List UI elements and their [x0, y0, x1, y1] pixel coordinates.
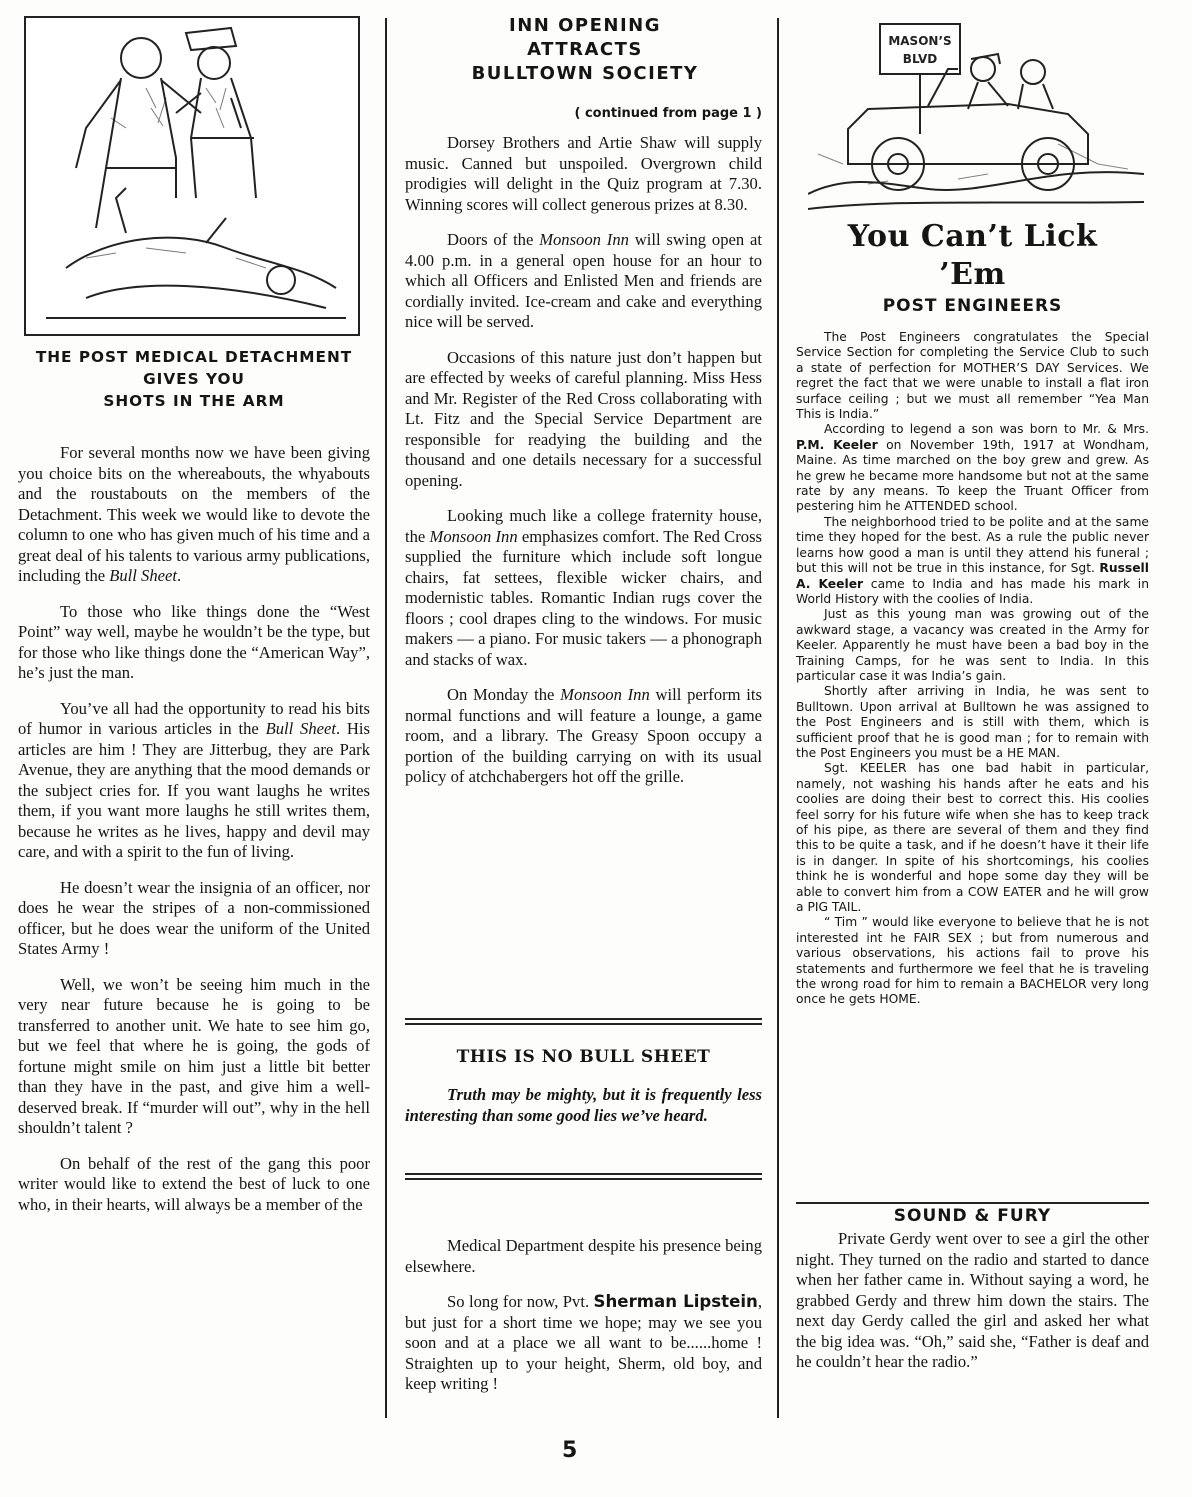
- article-paragraph: [796, 422, 1149, 514]
- article-paragraph: [18, 1154, 370, 1216]
- paragraph-text: According to legend a son was born to Mr. & Mrs.: [824, 422, 1149, 437]
- bold-name: P.M. Keeler: [796, 437, 878, 452]
- medical-article-body: [18, 443, 370, 1230]
- sound-fury-rule: [796, 1202, 1149, 1204]
- paragraph-text: will swing open at 4.00 p.m. in a general open house for an hour to which all Officers and Enlisted Men and friends are cordially invited. Ice-cream and cake and everything nice will be served.: [405, 230, 762, 331]
- paragraph-text: Medical Department despite his presence being elsewhere.: [405, 1236, 762, 1276]
- sign-text-line-1: MASON’S: [888, 34, 952, 48]
- article-paragraph: [18, 878, 370, 960]
- paragraph-text: emphasizes comfort. The Red Cross supplied the furniture which include soft longue chairs, fat settees, flexible wicker chairs, and modernistic tables. Romantic Indian rugs cover the floors ; cool drapes cling to the windows. For music makers — a piano. For music takers — a phonograph and stacks of wax.: [405, 526, 762, 669]
- column-post-engineers: [796, 10, 1149, 1430]
- paragraph-text: Well, we won’t be seeing him much in the very near future because he is going to be transferred to another unit. We hate to see him go, but we feel that where he is going, the gods of fortune might smile on him just a little bit better than they have in the past, and give him a well-deserved break. If “murder will out”, why in the hell shouldn’t talent ?: [18, 974, 370, 1137]
- paragraph-text: “ Tim ” would like everyone to believe that he is not interested int he FAIR SEX ; but from numerous and various observations, his actions fail to prove his statements and furthermore we feel that he is traveling the wrong road for him to remain a BACHELOR very long once he gets HOME.: [796, 915, 1149, 1007]
- article-paragraph: [796, 915, 1149, 1007]
- continued-notice: ( continued from page 1 ): [574, 106, 762, 121]
- article-paragraph: [405, 133, 762, 215]
- article-paragraph: [405, 1292, 762, 1395]
- medical-cartoon-drawing: [26, 18, 358, 334]
- italic-title: Bull Sheet: [109, 566, 177, 585]
- paragraph-text: Sgt. KEELER has one bad habit in particular, namely, not washing his hands after he eats and his coolies are doing their best to correct this. His coolies feel sorry for his future wife when she has to keep track of his pipe, as there are several of them and they find this to be quite a task, and if he doesn’t have it their life is in danger. In spite of his shortcomings, his coolies think he is wonderful and hope some day they will be able to convert him from a COW EATER and he will grow a PIG TAIL.: [796, 761, 1149, 915]
- article-paragraph: [405, 348, 762, 492]
- article-paragraph: [796, 515, 1149, 607]
- engineers-article-body: [796, 330, 1149, 1008]
- sign-text-line-2: BLVD: [902, 52, 938, 66]
- italic-title: Monsoon Inn: [429, 526, 518, 546]
- inn-headline-line-1: INN OPENING: [509, 15, 661, 36]
- paragraph-text: He doesn’t wear the insignia of an officer, nor does he wear the stripes of a non-commissioned officer, but he does wear the uniform of the United States Army !: [18, 877, 370, 958]
- medical-headline-line-3: SHOTS IN THE ARM: [103, 392, 285, 410]
- paragraph-text: on November 19th, 1917 at Wondham, Maine. As time marched on the boy grew and grew. As he grew he became more handsome but not at the same rate by any means. To keep the Truant Officer from pestering him he ATTENDED school.: [796, 437, 1149, 514]
- bold-name: Russell A. Keeler: [796, 561, 1149, 591]
- inn-headline-line-2: ATTRACTS: [527, 39, 643, 60]
- article-paragraph: [405, 1236, 762, 1277]
- jeep-cartoon-drawing: [808, 14, 1144, 214]
- medical-headline-line-2: GIVES YOU: [143, 370, 245, 388]
- box-bottom-rule: [405, 1173, 762, 1180]
- paragraph-text: On Monday the: [447, 685, 561, 704]
- no-bull-sheet-text: Truth may be mighty, but it is frequently less interesting than some good lies we’ve heard.: [405, 1085, 762, 1125]
- article-paragraph: [18, 443, 370, 587]
- paragraph-text: On behalf of the rest of the gang this poor writer would like to extend the best of luck to one who, in their hearts, will always be a member of the: [18, 1153, 370, 1214]
- paragraph-text: Shortly after arriving in India, he was sent to Bulltown. Upon arrival at Bulltown he was assigned to the Post Engineers and is still with them, which is sufficient proof that he is good man ; for to remain with the Post Engineers you must be a HE MAN.: [796, 684, 1149, 760]
- paragraph-text: Occasions of this nature just don’t happen but are effected by weeks of careful planning. Miss Hess and Mr. Register of the Red Cross collaborating with Lt. Fitz and the Special Service Department are responsible for readying the building and the thousand and one details necessary for a successful opening.: [405, 347, 762, 490]
- article-paragraph: [18, 975, 370, 1139]
- inn-article-body: [405, 133, 762, 803]
- paragraph-text: Doors of the: [447, 230, 540, 249]
- paragraph-text: Dorsey Brothers and Artie Shaw will supply music. Canned but unspoiled. Overgrown child prodigies will delight in the Quiz program at 7.30. Winning scores will collect generous prizes at 8.30.: [405, 133, 762, 214]
- paragraph-text: For several months now we have been giving you choice bits on the whereabouts, the whyabouts and the roustabouts on the members of the Detachment. This week we would like to devote the column to one who has given much of his time and a great deal of his talents to various army publications, including the: [18, 443, 370, 585]
- column-inn-opening: [405, 10, 762, 1430]
- paragraph-text: , but just for a short time we hope; may we see you soon and at a place we all want to be......home ! Straighten up to your height, Sherm, old boy, and keep writing !: [405, 1292, 762, 1393]
- no-bull-sheet-title: THIS IS NO BULL SHEET: [456, 1047, 711, 1067]
- paragraph-text: Looking much like a college fraternity house, the: [405, 506, 762, 546]
- column-medical: [18, 10, 370, 1430]
- paragraph-text: The Post Engineers congratulates the Special Service Section for completing the Service Club to such a state of perfection for MOTHER’S DAY Services. We regret the fact that we were unable to install a flat iron surface ceiling ; but we must all remember “Yea Man This is India.”: [796, 330, 1149, 422]
- inn-headline-line-3: BULLTOWN SOCIETY: [471, 63, 699, 84]
- engineers-title-line-2: ’Em: [939, 257, 1006, 292]
- italic-title: Bull Sheet: [265, 719, 336, 738]
- medical-headline-line-1: THE POST MEDICAL DETACHMENT: [35, 348, 353, 366]
- sound-fury-body: [796, 1229, 1149, 1373]
- paragraph-text: Just as this young man was growing out of the awkward stage, a vacancy was created in the Army for Keeler. Apparently he must have been a bad boy in the Training Camps, for he was sent to India. In this particular case it was India’s gain.: [796, 607, 1149, 683]
- engineers-subtitle: POST ENGINEERS: [882, 296, 1063, 316]
- engineers-title-line-1: You Can’t Lick: [847, 219, 1098, 254]
- sound-fury-paragraph: Private Gerdy went over to see a girl the other night. They turned on the radio and started to dance when her father came in. Without saying a word, he grabbed Gerdy and threw him down the stairs. The next day Gerdy called the girl and asked her what the big idea was. “Oh,” said she, “Father is deaf and he couldn’t hear the radio.”: [796, 1229, 1149, 1371]
- jeep-cartoon-illustration: [808, 14, 1144, 214]
- article-paragraph: [796, 684, 1149, 761]
- medical-article-continuation: [405, 1236, 762, 1410]
- paragraph-text: came to India and has made his mark in World History with the coolies of India.: [796, 576, 1149, 606]
- column-rule-right: [777, 18, 779, 1418]
- article-paragraph: [405, 685, 762, 788]
- sound-fury-title: SOUND & FURY: [893, 1206, 1052, 1226]
- article-paragraph: [405, 230, 762, 333]
- medical-cartoon-illustration: [24, 16, 360, 336]
- paragraph-text: You’ve all had the opportunity to read his bits of humor in various articles in the: [18, 698, 370, 738]
- column-rule-left: [385, 18, 387, 1418]
- box-top-rule: [405, 1018, 762, 1025]
- bold-name: Sherman Lipstein: [593, 1292, 758, 1311]
- article-paragraph: [18, 699, 370, 863]
- paragraph-text: . His articles are him ! They are Jitterbug, they are Park Avenue, they are anything that the mood demands or the subject cries for. If you want laughs he writes them, if you want more laughs he still writes them, because he writes as he lives, happy and devil may care, and with a spirit to the fun of living.: [18, 719, 370, 861]
- article-paragraph: [18, 602, 370, 684]
- paragraph-text: The neighborhood tried to be polite and at the same time they hoped for the best. As a rule the public never learns how good a man is until they attend his funeral ; but this will not be true in this instance, for Sgt.: [796, 514, 1149, 576]
- medical-headline: [18, 346, 370, 412]
- italic-title: Monsoon Inn: [539, 230, 629, 249]
- article-paragraph: [796, 607, 1149, 684]
- page-number: 5: [562, 1438, 578, 1463]
- engineers-title: [796, 218, 1149, 294]
- article-paragraph: [796, 761, 1149, 915]
- paragraph-text: To those who like things done the “West Point” way well, maybe he wouldn’t be the type, but for those who like things done the “American Way”, he’s just the man.: [18, 601, 370, 682]
- italic-title: Monsoon Inn: [560, 685, 650, 704]
- article-paragraph: [796, 330, 1149, 422]
- paragraph-text: .: [177, 566, 182, 585]
- article-paragraph: [405, 506, 762, 670]
- paragraph-text: So long for now, Pvt.: [447, 1292, 594, 1311]
- inn-headline: [435, 14, 735, 86]
- paragraph-text: will perform its normal functions and will feature a lounge, a game room, and a library. The Greasy Spoon occupy a portion of the building carrying on with its usual policy of atchchabergers hot off the grille.: [405, 685, 762, 786]
